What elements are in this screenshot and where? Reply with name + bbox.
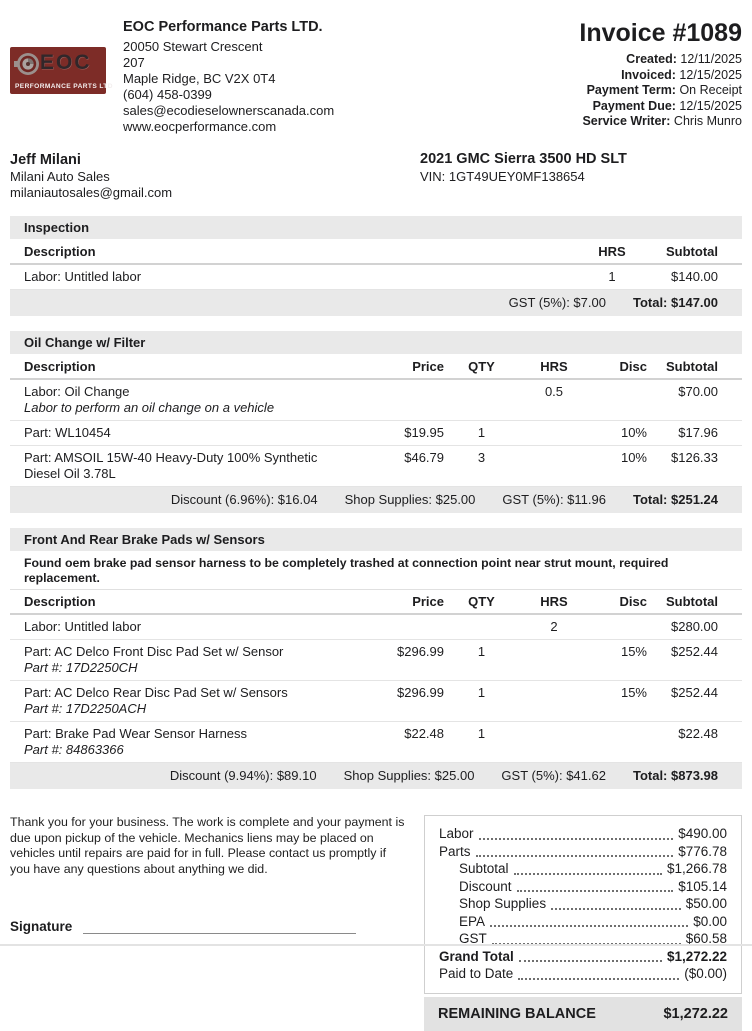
- item-description-note: Part #: 17D2250CH: [24, 660, 138, 675]
- section-table: [10, 355, 742, 487]
- meta-label: Created:: [626, 52, 677, 66]
- column-header-subtotal: Subtotal: [647, 590, 742, 614]
- column-header-desc: Description: [10, 240, 577, 264]
- section-footer: [10, 487, 742, 513]
- column-header-hrs: HRS: [519, 590, 589, 614]
- section-footer-item: Discount (6.96%): $16.04: [170, 492, 318, 507]
- summary-row-value: $1,272.22: [666, 948, 727, 964]
- company-address: [123, 39, 334, 135]
- item-description: Part: AMSOIL 15W-40 Heavy-Duty 100% Synthetic Diesel Oil 3.78L: [24, 450, 318, 481]
- cell-subtotal: $126.33: [647, 446, 742, 487]
- invoice-title: Invoice #1089: [579, 19, 742, 47]
- cell-price: [354, 614, 444, 640]
- section-title: Front And Rear Brake Pads w/ Sensors: [10, 528, 742, 551]
- meta-label: Service Writer:: [582, 114, 671, 128]
- summary-row-label: Grand Total: [439, 948, 514, 964]
- section-table: [10, 590, 742, 763]
- section-footer-item: GST (5%): $11.96: [502, 492, 606, 507]
- cell-disc: 10%: [589, 421, 647, 446]
- column-header-hrs: HRS: [577, 240, 647, 264]
- summary-row-label: Shop Supplies: [459, 896, 547, 911]
- cell-qty: 1: [444, 681, 519, 722]
- summary-row-label: EPA: [459, 913, 486, 929]
- column-header-qty: QTY: [444, 355, 519, 379]
- section-footer-item: Shop Supplies: $25.00: [344, 492, 476, 507]
- column-header-row: [10, 355, 742, 379]
- invoice-meta-line: [579, 68, 742, 84]
- cell-price: $296.99: [354, 640, 444, 681]
- invoice-meta-line: [579, 99, 742, 115]
- item-description: Part: AC Delco Rear Disc Pad Set w/ Sensors: [24, 685, 288, 700]
- summary-row-value: ($0.00): [684, 966, 727, 981]
- summary-row-label: Labor: [439, 826, 474, 841]
- cell-desc: [10, 681, 354, 722]
- invoice-meta-line: [579, 114, 742, 130]
- summary-row: [439, 860, 727, 878]
- meta-label: Payment Term:: [586, 83, 676, 97]
- summary-row-label: GST: [459, 931, 487, 946]
- cell-hrs: 0.5: [519, 379, 589, 421]
- cell-desc: [10, 446, 354, 487]
- section-total: Total: $873.98: [632, 768, 718, 783]
- column-header-desc: Description: [10, 355, 354, 379]
- summary-row: [439, 878, 727, 896]
- service-section: [10, 216, 742, 316]
- invoice-meta: [579, 52, 742, 130]
- section-title: Oil Change w/ Filter: [10, 331, 742, 354]
- service-section: [10, 331, 742, 513]
- cell-price: $22.48: [354, 722, 444, 763]
- invoice-header: [10, 18, 742, 135]
- column-header-price: Price: [354, 355, 444, 379]
- summary-row: [439, 843, 727, 861]
- remaining-balance-value: $1,272.22: [663, 1005, 728, 1022]
- item-description: Part: WL10454: [24, 425, 111, 440]
- item-description-note: Labor to perform an oil change on a vehicle: [24, 400, 275, 415]
- cell-disc: [589, 722, 647, 763]
- column-header-row: [10, 590, 742, 614]
- cell-price: $296.99: [354, 681, 444, 722]
- bottom-row: [10, 815, 742, 1031]
- thank-you-note: Thank you for your business. The work is complete and your payment is due upon pickup of the vehicle. Mechanics liens may be placed on vehicles until repairs are paid for in full. Please contact us promptly if you have any questions about anything we did.: [10, 815, 405, 876]
- vehicle-vin: VIN: 1GT49UEY0MF138654: [420, 169, 585, 184]
- cell-disc: [589, 379, 647, 421]
- cell-qty: 1: [444, 640, 519, 681]
- meta-value: 12/11/2025: [676, 52, 742, 66]
- section-total: Total: $251.24: [632, 492, 718, 507]
- meta-value: 12/15/2025: [675, 98, 742, 113]
- cell-desc: [10, 640, 354, 681]
- service-section: [10, 528, 742, 789]
- item-description-note: Part #: 17D2250ACH: [24, 701, 147, 716]
- company-address-line: Maple Ridge, BC V2X 0T4: [123, 71, 276, 86]
- dotted-leader: [490, 925, 688, 927]
- section-footer-item: Shop Supplies: $25.00: [343, 768, 475, 783]
- section-footer: [10, 290, 742, 316]
- cell-desc: [10, 614, 354, 640]
- cell-disc: 15%: [589, 640, 647, 681]
- line-item-row: [10, 421, 742, 446]
- cell-qty: 1: [444, 722, 519, 763]
- signature-line: [83, 920, 356, 934]
- cell-price: [354, 379, 444, 421]
- cell-qty: [444, 379, 519, 421]
- section-footer-item: Discount (9.94%): $89.10: [169, 768, 317, 783]
- signature-label: Signature: [10, 919, 73, 934]
- cell-hrs: [519, 421, 589, 446]
- meta-value: Chris Munro: [670, 114, 742, 128]
- customer-info: [10, 151, 420, 201]
- meta-value: 12/15/2025: [675, 67, 742, 82]
- summary-row: [439, 825, 727, 843]
- cell-hrs: 1: [577, 264, 647, 290]
- cell-hrs: [519, 722, 589, 763]
- company-logo: [10, 47, 113, 94]
- cell-desc: [10, 379, 354, 421]
- cell-desc: [10, 264, 577, 290]
- signature-row: [10, 919, 406, 934]
- column-header-subtotal: Subtotal: [647, 240, 742, 264]
- cell-price: $19.95: [354, 421, 444, 446]
- line-item-row: [10, 264, 742, 290]
- company-address-line: (604) 458-0399: [123, 87, 212, 102]
- cell-subtotal: $252.44: [647, 640, 742, 681]
- section-footer-item: GST (5%): $7.00: [508, 295, 606, 310]
- vehicle-info: [420, 151, 627, 201]
- dotted-leader: [476, 855, 674, 857]
- summary-row-value: $490.00: [678, 826, 727, 841]
- column-header-disc: Disc: [589, 590, 647, 614]
- meta-value: On Receipt: [675, 83, 742, 97]
- summary-row: [439, 913, 727, 931]
- cell-disc: 10%: [589, 446, 647, 487]
- cell-desc: [10, 722, 354, 763]
- summary-row-label: Discount: [459, 878, 512, 894]
- section-note: Found oem brake pad sensor harness to be completely trashed at connection point near strut mount, required replacement.: [10, 552, 742, 590]
- company-address-line: www.eocperformance.com: [123, 119, 277, 134]
- section-title: Inspection: [10, 216, 742, 239]
- company-info: [123, 18, 334, 135]
- customer-name: Jeff Milani: [10, 152, 81, 168]
- item-description: Part: AC Delco Front Disc Pad Set w/ Sensor: [24, 644, 284, 659]
- item-description: Labor: Oil Change: [24, 384, 130, 399]
- summary-row-value: $1,266.78: [666, 861, 727, 876]
- cell-hrs: [519, 446, 589, 487]
- remaining-balance-bar: [424, 997, 742, 1031]
- line-item-row: [10, 722, 742, 763]
- company-address-line: 207: [123, 55, 145, 70]
- customer-vehicle-row: [10, 151, 742, 201]
- summary-box: [424, 815, 742, 994]
- column-header-row: [10, 240, 742, 264]
- summary-row-value: $60.58: [685, 931, 727, 946]
- cell-price: $46.79: [354, 446, 444, 487]
- column-header-disc: Disc: [589, 355, 647, 379]
- column-header-subtotal: Subtotal: [647, 355, 742, 379]
- summary-row-value: $105.14: [678, 878, 727, 894]
- invoice-info: [579, 18, 742, 130]
- summary-row-value: $0.00: [693, 913, 727, 929]
- column-header-price: Price: [354, 590, 444, 614]
- line-item-row: [10, 681, 742, 722]
- company-name: EOC Performance Parts LTD.: [123, 19, 323, 35]
- cell-subtotal: $140.00: [647, 264, 742, 290]
- section-footer-item: GST (5%): $41.62: [501, 768, 606, 783]
- dotted-leader: [518, 978, 679, 980]
- dotted-leader: [551, 908, 681, 910]
- totals-panel: [424, 815, 742, 1031]
- item-description: Labor: Untitled labor: [24, 619, 142, 634]
- summary-row-label: Paid to Date: [439, 966, 514, 981]
- column-header-qty: QTY: [444, 590, 519, 614]
- company-address-line: sales@ecodieselownerscanada.com: [123, 103, 335, 118]
- cell-hrs: [519, 640, 589, 681]
- summary-row-label: Parts: [439, 843, 471, 859]
- dotted-leader: [519, 960, 662, 962]
- summary-row-label: Subtotal: [459, 861, 509, 876]
- section-total: Total: $147.00: [632, 295, 718, 310]
- cell-desc: [10, 421, 354, 446]
- vehicle-name: 2021 GMC Sierra 3500 HD SLT: [420, 151, 627, 167]
- cell-subtotal: $22.48: [647, 722, 742, 763]
- logo-subtext: PERFORMANCE PARTS LTD: [15, 83, 113, 90]
- column-header-hrs: HRS: [519, 355, 589, 379]
- cell-qty: [444, 614, 519, 640]
- service-sections: [10, 216, 742, 789]
- line-item-row: [10, 379, 742, 421]
- cell-disc: [589, 614, 647, 640]
- line-item-row: [10, 446, 742, 487]
- remaining-balance-label: REMAINING BALANCE: [438, 1005, 596, 1022]
- meta-label: Invoiced:: [621, 67, 676, 82]
- customer-company: Milani Auto Sales: [10, 169, 110, 184]
- customer-email: milaniautosales@gmail.com: [10, 185, 173, 200]
- turbocharger-icon: [14, 50, 42, 78]
- cell-subtotal: $17.96: [647, 421, 742, 446]
- cell-qty: 3: [444, 446, 519, 487]
- summary-row: [439, 965, 727, 983]
- cell-subtotal: $70.00: [647, 379, 742, 421]
- section-footer: [10, 763, 742, 789]
- column-header-desc: Description: [10, 590, 354, 614]
- page-bottom-divider: [0, 944, 752, 946]
- cell-subtotal: $252.44: [647, 681, 742, 722]
- item-description: Labor: Untitled labor: [24, 269, 142, 284]
- logo-text: EOC: [40, 51, 92, 74]
- invoice-meta-line: [579, 83, 742, 99]
- cell-subtotal: $280.00: [647, 614, 742, 640]
- section-table: [10, 240, 742, 290]
- invoice-meta-line: [579, 52, 742, 68]
- cell-hrs: 2: [519, 614, 589, 640]
- summary-row: [439, 948, 727, 966]
- line-item-row: [10, 614, 742, 640]
- cell-qty: 1: [444, 421, 519, 446]
- cell-disc: 15%: [589, 681, 647, 722]
- line-item-row: [10, 640, 742, 681]
- item-description: Part: Brake Pad Wear Sensor Harness: [24, 726, 248, 741]
- dotted-leader: [517, 890, 674, 892]
- bottom-left: [10, 815, 422, 1031]
- item-description-note: Part #: 84863366: [24, 742, 124, 757]
- cell-hrs: [519, 681, 589, 722]
- meta-label: Payment Due:: [592, 98, 676, 113]
- summary-row-value: $776.78: [678, 843, 727, 859]
- company-address-line: 20050 Stewart Crescent: [123, 39, 263, 54]
- summary-row-value: $50.00: [685, 896, 727, 911]
- summary-row: [439, 895, 727, 913]
- dotted-leader: [479, 838, 674, 840]
- dotted-leader: [514, 873, 662, 875]
